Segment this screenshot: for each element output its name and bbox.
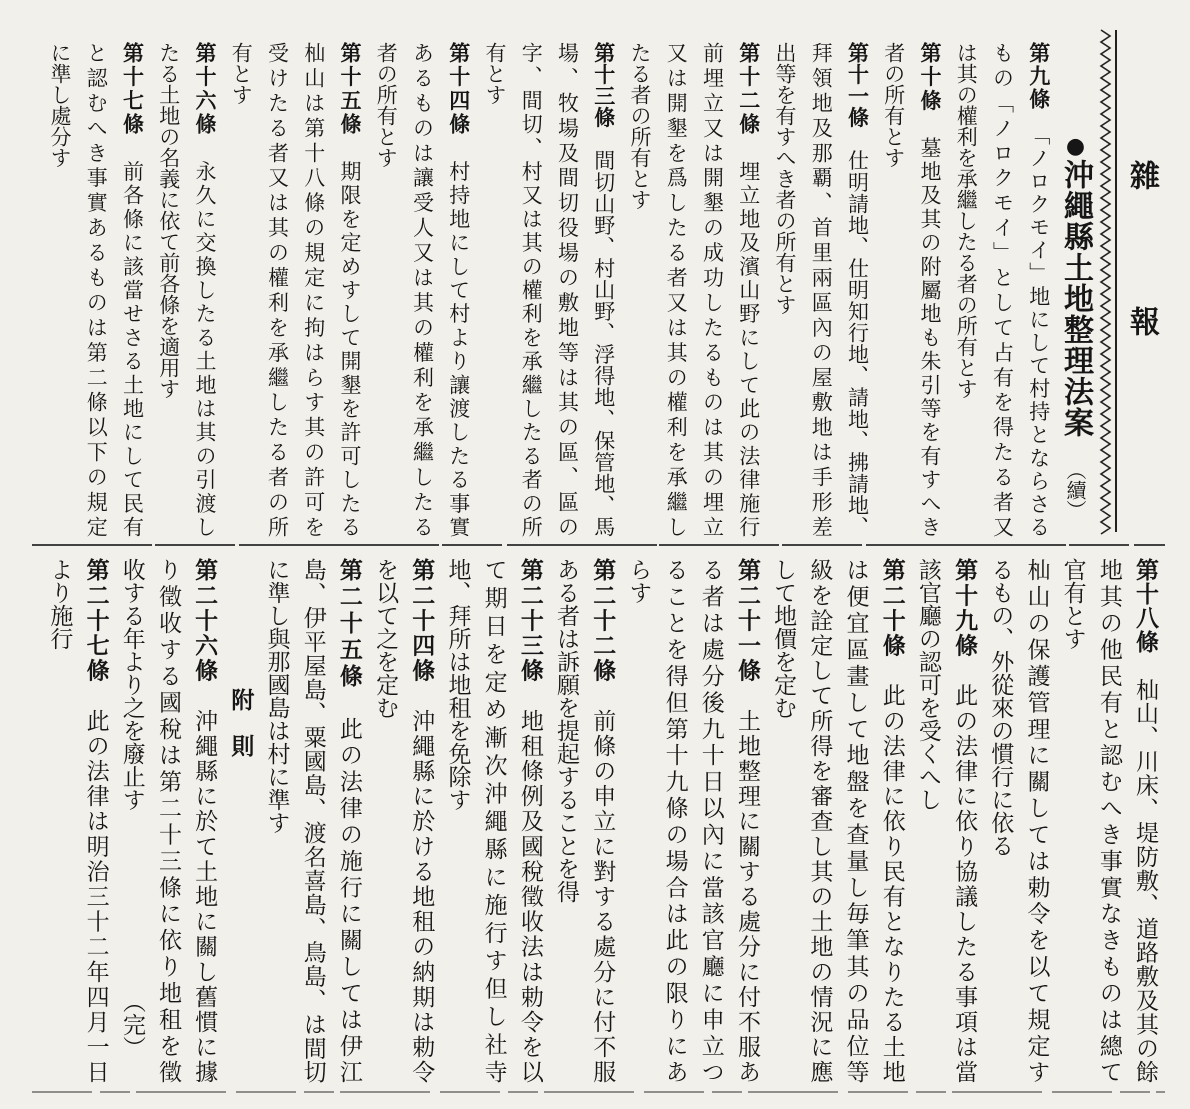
line-text: 有とす — [483, 42, 507, 105]
line-text: 該官廳の認可を受くへし — [914, 558, 941, 811]
article-lower-block — [39, 558, 1163, 1083]
article-first-line — [1127, 558, 1163, 1083]
article-first-line — [586, 42, 622, 537]
line-text: 村持地にして村より讓渡したる事實 — [446, 136, 471, 538]
text-line — [513, 42, 549, 537]
line-text: らす — [625, 558, 652, 604]
section-heading: 附 則 — [227, 688, 255, 757]
line-text: 杣山の保護管理に關しては勅令を以て規定す — [1023, 558, 1050, 1083]
line-text: 間切山野、村山野、浮得地、保管地、馬 — [591, 128, 616, 538]
text-line — [948, 42, 984, 537]
text-line — [1091, 558, 1127, 1083]
line-text: 拜領地及那覇、首里兩區內の屋敷地は手形差 — [809, 42, 834, 537]
line-text: 期限を定めすして開墾を許可したる — [338, 136, 362, 538]
line-text: と認むへき事實あるものは第二條以下の規定 — [84, 42, 109, 537]
line-text: 者の所有とす — [881, 42, 906, 168]
text-line — [258, 558, 294, 1083]
article-first-line — [186, 558, 222, 1083]
text-line — [694, 42, 730, 537]
line-text: 此の法律に依り民有となりたる土地 — [878, 658, 905, 1084]
section-label: 雜報 — [1124, 160, 1159, 452]
article-number: 第十四條 — [446, 42, 472, 137]
line-text: 杣山は第十八條の規定に拘はらす其の許可を — [301, 42, 326, 537]
text-line — [837, 558, 873, 1083]
line-text: 杣山、川床、堤防敷、道路敷及其の餘 — [1132, 653, 1158, 1084]
article-number: 第二十四條 — [408, 558, 436, 684]
text-line — [767, 42, 803, 537]
article-number: 第二十二條 — [589, 558, 617, 684]
line-text: 墓地及其の附屬地も朱引等を有すへき — [918, 113, 942, 538]
text-line — [259, 42, 295, 537]
article-number: 第二十一條 — [733, 558, 761, 684]
line-text: 有とす — [229, 42, 254, 105]
text-line — [439, 558, 475, 1083]
article-first-line — [512, 558, 548, 1083]
article-first-line — [187, 42, 223, 537]
text-line — [1054, 558, 1090, 1083]
text-line — [296, 42, 332, 537]
text-line — [803, 42, 839, 537]
text-line — [295, 558, 331, 1083]
text-line — [477, 42, 513, 537]
article-number: 第十一條 — [845, 42, 871, 129]
line-text: は便宜區畫して地盤を查量し毎筆其の品位等 — [842, 558, 869, 1083]
text-line — [150, 558, 186, 1083]
article-number: 第二十七條 — [82, 558, 110, 684]
text-line — [368, 42, 404, 537]
article-first-line — [441, 42, 477, 537]
line-text: て期日を定め漸次沖繩縣に施行す但し社寺 — [480, 558, 507, 1083]
line-text: に準し處分す — [48, 42, 72, 168]
text-line — [42, 42, 78, 537]
line-text: 埋立地及濱山野にして此の法律施行 — [736, 136, 761, 538]
article-number: 第十九條 — [951, 558, 979, 659]
line-text: 此の法律に依り協議したる事項は當 — [951, 658, 978, 1084]
article-number: 第十條 — [918, 42, 943, 114]
line-text: 前各條に該當せさる土地にして民有 — [120, 136, 145, 538]
text-line — [548, 558, 584, 1083]
text-line — [876, 42, 912, 537]
line-text: 收する年より之を廢止す — [118, 558, 145, 811]
line-text: 前埋立又は開墾の成功したるものは其の埋立 — [700, 42, 725, 537]
line-text: 土地整理に關する處分に付不服あ — [733, 683, 760, 1084]
line-text: 地租條例及國稅徵收法は勅令を以 — [516, 683, 543, 1084]
text-line — [656, 558, 692, 1083]
text-line — [223, 42, 259, 537]
article-first-line — [731, 42, 767, 537]
line-text: より施行 — [46, 558, 73, 650]
text-line — [984, 42, 1020, 537]
article-first-line — [77, 558, 113, 1083]
line-text: 地、拜所は地租を免除す — [444, 558, 471, 811]
line-text: 仕明請地、仕明知行地、請地、拂請地、 — [845, 128, 870, 538]
line-text: 級を詮定して所得を審查し其の土地の情況に應 — [806, 558, 833, 1083]
line-text: 出等を有すへき者の所有とす — [773, 42, 797, 315]
text-line — [78, 42, 114, 537]
line-text: 官有とす — [1059, 558, 1086, 650]
article-first-line — [1021, 42, 1057, 537]
end-mark: （完） — [119, 990, 145, 1059]
title-continued-mark: （續） — [1063, 460, 1087, 520]
article-first-line — [946, 558, 982, 1083]
article-first-line — [729, 558, 765, 1083]
article-number: 第二十六條 — [191, 558, 219, 684]
line-text: る者は處分後九十日以內に當該官廳に申立つ — [697, 558, 724, 1083]
article-first-line — [114, 42, 150, 537]
text-line — [404, 42, 440, 537]
article-number: 第十二條 — [736, 42, 762, 137]
line-text: 此の法律の施行に關しては伊江 — [335, 690, 362, 1084]
article-number: 第十六條 — [193, 42, 218, 137]
line-text: ることを得但第十九條の場合は此の限りにあ — [661, 558, 688, 1083]
text-line — [693, 558, 729, 1083]
line-text: たる土地の名義に依て前各條を適用す — [156, 42, 181, 399]
article-title — [1057, 42, 1093, 537]
line-text: もの「ノロクモイ」として占有を得たる者又 — [990, 42, 1015, 537]
text-line — [151, 42, 187, 537]
text-line — [658, 42, 694, 537]
line-text: たる者の所有とす — [628, 42, 652, 210]
article-number: 第二十條 — [878, 558, 906, 659]
article-first-line — [839, 42, 875, 537]
text-line — [620, 558, 656, 1083]
article-number: 第二十五條 — [335, 558, 363, 691]
article-first-line — [584, 558, 620, 1083]
line-text: 沖繩縣に於ける地租の納期は勅令 — [408, 683, 435, 1084]
line-text: 「ノロクモイ」地にして村持とならさる — [1026, 111, 1051, 538]
text-line — [982, 558, 1018, 1083]
line-text: 又は開墾を爲したる者又は其の權利を承繼し — [664, 42, 689, 537]
article-first-line — [912, 42, 948, 537]
article-number: 第十五條 — [338, 42, 363, 137]
line-text: に準し與那國島は村に準す — [263, 558, 290, 834]
line-text: あるものは讓受人又は其の權利を承繼したる — [410, 42, 435, 537]
text-line — [765, 558, 801, 1083]
text-line — [1018, 558, 1054, 1083]
line-text: は其の權利を承繼したる者の所有とす — [954, 42, 979, 399]
text-line — [367, 558, 403, 1083]
text-line — [622, 42, 658, 537]
text-line — [475, 558, 511, 1083]
line-text: ある者は訴願を提起することを得 — [553, 558, 579, 903]
article-number: 第十三條 — [591, 42, 617, 129]
line-text: 場、牧場及間切役場の敷地等は其の區、區の — [555, 42, 580, 537]
line-text: 前條の申立に對する處分に付不服 — [589, 683, 616, 1084]
line-text: り徵收する國稅は第二十三條に依り地租を徵 — [154, 558, 181, 1083]
line-text: 永久に交換したる土地は其の引渡し — [193, 136, 217, 538]
line-text: 地其の他民有と認むへき事實なきものは總て — [1095, 558, 1122, 1083]
line-text: 受けたる者又は其の權利を承繼したる者の所 — [265, 42, 290, 537]
article-upper-block — [40, 42, 1093, 537]
article-first-line — [331, 558, 367, 1083]
article-first-line — [332, 42, 368, 537]
line-text: を以て之を定む — [372, 558, 399, 719]
line-text: 字、間切、村又は其の權利を承繼したる者の所 — [519, 42, 544, 538]
text-line — [549, 42, 585, 537]
line-text: 者の所有とす — [374, 42, 399, 168]
title-bullet: ● — [1063, 134, 1088, 159]
line-text: るもの、外從來の慣行に依る — [987, 558, 1014, 857]
article-number: 第二十三條 — [516, 558, 544, 684]
line-text: 沖繩縣に於て土地に關し舊慣に據 — [191, 683, 218, 1084]
text-line — [910, 558, 946, 1083]
text-line — [41, 558, 77, 1083]
article-number: 第十七條 — [120, 42, 146, 137]
article-number: 第十八條 — [1132, 558, 1159, 654]
column-rule-zigzag — [1101, 30, 1110, 534]
line-text: して地價を定む — [770, 558, 797, 719]
line-text: 島、伊平屋島、粟國島、渡名喜島、鳥島、は間切 — [299, 558, 326, 1083]
article-number: 第九條 — [1026, 42, 1052, 112]
article-first-line — [874, 558, 910, 1083]
text-line — [801, 558, 837, 1083]
article-first-line — [403, 558, 439, 1083]
title-text: 沖繩縣土地整理法案 — [1058, 159, 1093, 438]
line-text: 此の法律は明治三十二年四月一日 — [82, 683, 109, 1084]
